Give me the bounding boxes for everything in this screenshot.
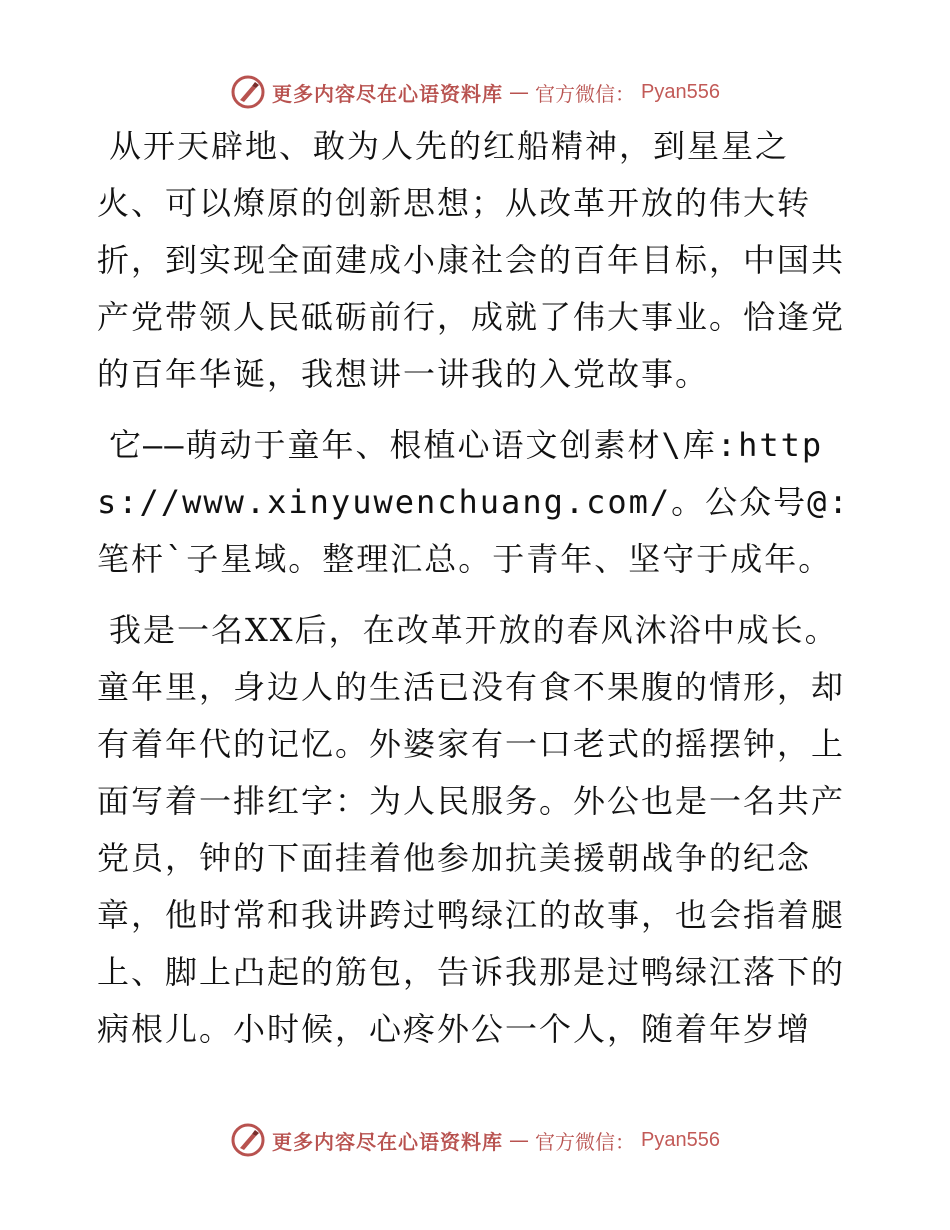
header-wechat-handle: Pyan556 [641, 80, 720, 103]
paragraph: 从开天辟地、敢为人先的红船精神，到星星之火、可以燎原的创新思想；从改革开放的伟大转折，到实现全面建成小康社会的百年目标，中国共产党带领人民砥砺前行，成就了伟大事业。恰逢党的百年华诞，我想讲一讲我的入党故事。 [97, 127, 846, 393]
footer-brand-text: 更多内容尽在心语资料库 [272, 1129, 504, 1154]
paragraph: 它——萌动于童年、根植心语文创素材\库:https://www.xinyuwenchuang.com/。公众号@:笔杆`子星域。整理汇总。于青年、坚守于成年。 [97, 426, 850, 578]
paragraph: 我是一名XX后，在改革开放的春风沐浴中成长。童年里，身边人的生活已没有食不果腹的情形，却有着年代的记忆。外婆家有一口老式的摇摆钟，上面写着一排红字：为人民服务。外公也是一名共产党员，钟的下面挂着他参加抗美援朝战争的纪念章，他时常和我讲跨过鸭绿江的故事，也会指着腿上、脚上凸起的筋包，告诉我那是过鸭绿江落下的病根儿。小时候，心疼外公一个人，随着年岁增 [97, 611, 846, 1048]
header-banner [0, 72, 950, 112]
document-body [97, 118, 853, 1072]
footer-wechat-handle: Pyan556 [641, 1128, 720, 1151]
pen-logo-icon [230, 1122, 266, 1158]
header-official-label: 官方微信： [535, 81, 636, 106]
pen-logo-icon [230, 74, 266, 110]
header-separator: — [509, 80, 530, 104]
footer-banner [0, 1120, 950, 1160]
footer-separator: — [509, 1128, 530, 1152]
footer-official-label: 官方微信： [535, 1129, 636, 1154]
header-brand-text: 更多内容尽在心语资料库 [272, 81, 504, 106]
